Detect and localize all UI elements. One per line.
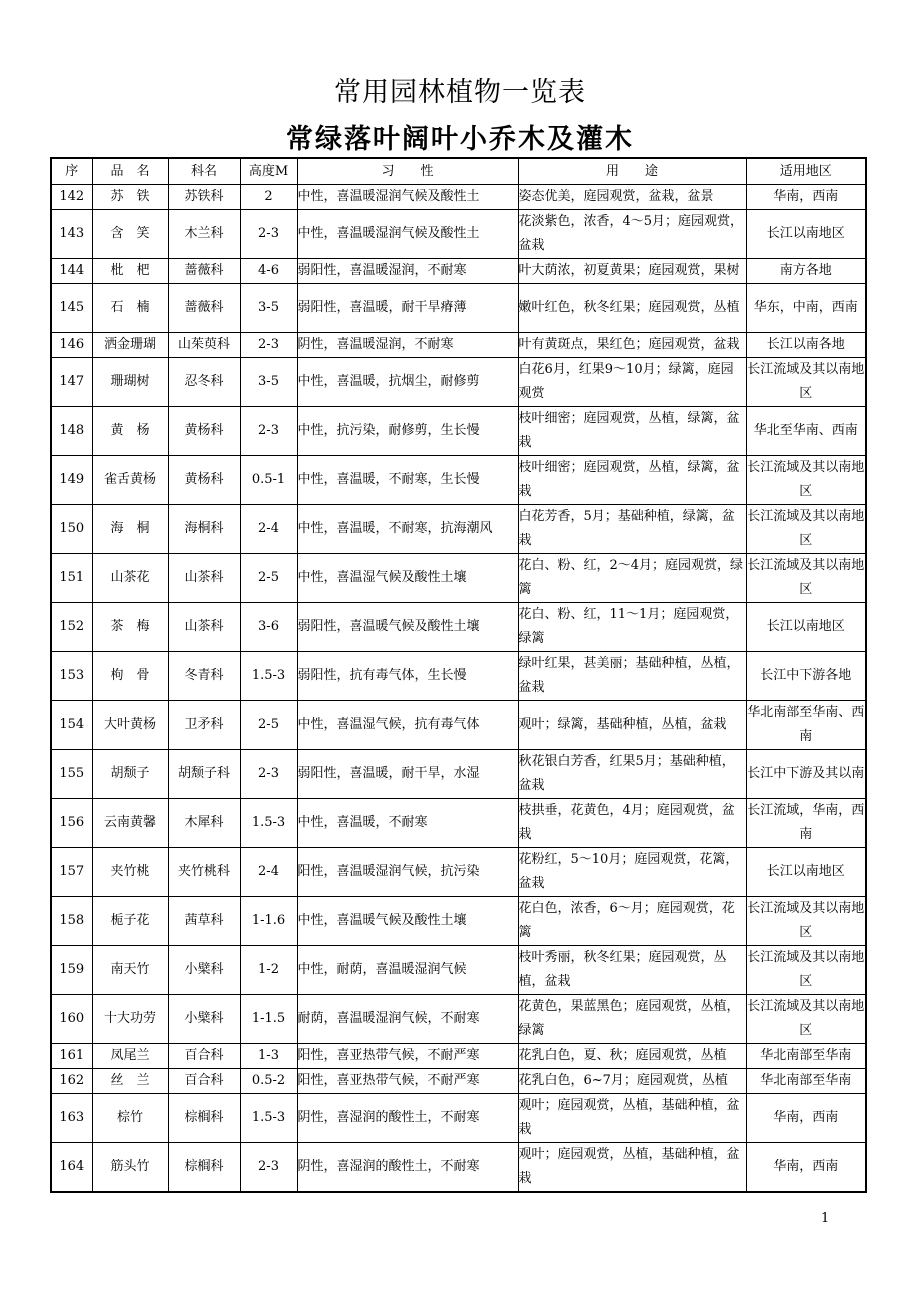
cell-name: 石 楠 — [92, 284, 168, 333]
cell-use: 花白色，浓香，6～月；庭园观赏，花篱 — [518, 897, 746, 946]
cell-region: 长江中下游各地 — [746, 652, 866, 701]
cell-habit: 中性，喜温暖湿润气候及酸性土 — [297, 185, 518, 210]
cell-use: 嫩叶红色，秋冬红果；庭园观赏，丛植 — [518, 284, 746, 333]
cell-height: 4-6 — [240, 259, 297, 284]
cell-name: 含 笑 — [92, 210, 168, 259]
cell-no: 153 — [51, 652, 92, 701]
cell-no: 156 — [51, 799, 92, 848]
cell-no: 159 — [51, 946, 92, 995]
cell-height: 2-3 — [240, 333, 297, 358]
cell-height: 2-4 — [240, 848, 297, 897]
cell-family: 山茱萸科 — [168, 333, 240, 358]
cell-no: 163 — [51, 1094, 92, 1143]
cell-habit: 阳性，喜亚热带气候，不耐严寒 — [297, 1044, 518, 1069]
col-header-use: 用 途 — [518, 158, 746, 185]
cell-height: 2-5 — [240, 701, 297, 750]
cell-height: 2-5 — [240, 554, 297, 603]
cell-family: 山茶科 — [168, 554, 240, 603]
cell-height: 2-3 — [240, 210, 297, 259]
cell-region: 长江以南地区 — [746, 603, 866, 652]
table-row — [51, 284, 866, 333]
cell-no: 143 — [51, 210, 92, 259]
table-row — [51, 701, 866, 750]
cell-name: 夹竹桃 — [92, 848, 168, 897]
cell-name: 海 桐 — [92, 505, 168, 554]
cell-habit: 阴性，喜温暖湿润，不耐寒 — [297, 333, 518, 358]
cell-habit: 中性，喜温暖，抗烟尘，耐修剪 — [297, 358, 518, 407]
cell-use: 叶大荫浓，初夏黄果；庭园观赏，果树 — [518, 259, 746, 284]
cell-name: 枸 骨 — [92, 652, 168, 701]
cell-use: 绿叶红果，甚美丽；基础种植，丛植，盆栽 — [518, 652, 746, 701]
cell-region: 长江流域及其以南地区 — [746, 897, 866, 946]
cell-use: 花淡紫色，浓香，4～5月；庭园观赏，盆栽 — [518, 210, 746, 259]
cell-family: 海桐科 — [168, 505, 240, 554]
cell-region: 华北至华南、西南 — [746, 407, 866, 456]
cell-no: 164 — [51, 1143, 92, 1193]
cell-family: 木兰科 — [168, 210, 240, 259]
table-row — [51, 995, 866, 1044]
cell-no: 162 — [51, 1069, 92, 1094]
cell-name: 枇 杷 — [92, 259, 168, 284]
cell-height: 0.5-2 — [240, 1069, 297, 1094]
cell-no: 160 — [51, 995, 92, 1044]
cell-habit: 弱阳性，喜温暖，耐干旱，水湿 — [297, 750, 518, 799]
cell-name: 大叶黄杨 — [92, 701, 168, 750]
cell-name: 苏 铁 — [92, 185, 168, 210]
cell-family: 百合科 — [168, 1069, 240, 1094]
cell-region: 长江以南各地 — [746, 333, 866, 358]
cell-use: 花白、粉、红，2～4月；庭园观赏，绿篱 — [518, 554, 746, 603]
cell-family: 木犀科 — [168, 799, 240, 848]
cell-name: 雀舌黄杨 — [92, 456, 168, 505]
col-header-name: 品 名 — [92, 158, 168, 185]
table-body — [51, 185, 866, 1193]
cell-use: 观叶；绿篱，基础种植，丛植，盆栽 — [518, 701, 746, 750]
cell-no: 150 — [51, 505, 92, 554]
cell-habit: 中性，喜温暖，不耐寒，抗海潮风 — [297, 505, 518, 554]
cell-no: 146 — [51, 333, 92, 358]
cell-habit: 耐荫，喜温暖湿润气候，不耐寒 — [297, 995, 518, 1044]
table-row — [51, 897, 866, 946]
cell-family: 百合科 — [168, 1044, 240, 1069]
cell-height: 2-3 — [240, 407, 297, 456]
cell-use: 姿态优美，庭园观赏，盆栽，盆景 — [518, 185, 746, 210]
table-row — [51, 554, 866, 603]
cell-height: 1-3 — [240, 1044, 297, 1069]
cell-family: 小檗科 — [168, 995, 240, 1044]
cell-use: 秋花银白芳香，红果5月；基础种植，盆栽 — [518, 750, 746, 799]
table-row — [51, 333, 866, 358]
cell-height: 2-3 — [240, 750, 297, 799]
cell-habit: 弱阳性，抗有毒气体，生长慢 — [297, 652, 518, 701]
cell-habit: 阴性，喜湿润的酸性土，不耐寒 — [297, 1094, 518, 1143]
cell-region: 长江流域及其以南地区 — [746, 456, 866, 505]
cell-no: 147 — [51, 358, 92, 407]
table-row — [51, 603, 866, 652]
cell-region: 长江流域及其以南地区 — [746, 358, 866, 407]
table-row — [51, 1044, 866, 1069]
cell-habit: 中性，耐荫，喜温暖湿润气候 — [297, 946, 518, 995]
cell-height: 1.5-3 — [240, 1094, 297, 1143]
cell-no: 142 — [51, 185, 92, 210]
cell-name: 黄 杨 — [92, 407, 168, 456]
cell-no: 152 — [51, 603, 92, 652]
cell-name: 胡颓子 — [92, 750, 168, 799]
table-row — [51, 358, 866, 407]
cell-height: 0.5-1 — [240, 456, 297, 505]
cell-name: 棕竹 — [92, 1094, 168, 1143]
table-row — [51, 946, 866, 995]
cell-family: 小檗科 — [168, 946, 240, 995]
cell-region: 华东，中南，西南 — [746, 284, 866, 333]
cell-use: 花乳白色，6~7月；庭园观赏，丛植 — [518, 1069, 746, 1094]
cell-habit: 中性，喜温暖，不耐寒 — [297, 799, 518, 848]
cell-family: 苏铁科 — [168, 185, 240, 210]
cell-name: 凤尾兰 — [92, 1044, 168, 1069]
cell-family: 蔷薇科 — [168, 284, 240, 333]
table-subtitle: 常绿落叶阔叶小乔木及灌木 — [286, 124, 634, 155]
table-row — [51, 1143, 866, 1193]
cell-name: 山茶花 — [92, 554, 168, 603]
table-row — [51, 848, 866, 897]
cell-name: 云南黄馨 — [92, 799, 168, 848]
cell-habit: 弱阳性，喜温暖，耐干旱瘠薄 — [297, 284, 518, 333]
cell-habit: 中性，喜温暖气候及酸性土壤 — [297, 897, 518, 946]
table-row — [51, 185, 866, 210]
cell-region: 长江流域及其以南地区 — [746, 995, 866, 1044]
cell-height: 3-5 — [240, 284, 297, 333]
cell-family: 冬青科 — [168, 652, 240, 701]
col-header-region: 适用地区 — [746, 158, 866, 185]
cell-name: 丝 兰 — [92, 1069, 168, 1094]
cell-name: 珊瑚树 — [92, 358, 168, 407]
cell-region: 长江流域及其以南地区 — [746, 505, 866, 554]
cell-habit: 中性，喜温暖湿润气候及酸性土 — [297, 210, 518, 259]
cell-region: 长江以南地区 — [746, 848, 866, 897]
cell-family: 茜草科 — [168, 897, 240, 946]
cell-habit: 中性，抗污染，耐修剪，生长慢 — [297, 407, 518, 456]
cell-no: 157 — [51, 848, 92, 897]
cell-family: 忍冬科 — [168, 358, 240, 407]
cell-region: 华北南部至华南 — [746, 1069, 866, 1094]
cell-habit: 阴性，喜湿润的酸性土，不耐寒 — [297, 1143, 518, 1193]
cell-height: 2-4 — [240, 505, 297, 554]
cell-name: 茶 梅 — [92, 603, 168, 652]
header-row — [51, 158, 866, 185]
cell-use: 花乳白色，夏、秋；庭园观赏，丛植 — [518, 1044, 746, 1069]
cell-no: 155 — [51, 750, 92, 799]
cell-use: 枝拱垂，花黄色，4月；庭园观赏，盆栽 — [518, 799, 746, 848]
cell-region: 长江流域及其以南地区 — [746, 946, 866, 995]
cell-no: 161 — [51, 1044, 92, 1069]
table-row — [51, 799, 866, 848]
cell-height: 1-1.5 — [240, 995, 297, 1044]
table-row — [51, 652, 866, 701]
cell-habit: 阳性，喜亚热带气候，不耐严寒 — [297, 1069, 518, 1094]
cell-region: 长江流域，华南，西南 — [746, 799, 866, 848]
cell-height: 2-3 — [240, 1143, 297, 1193]
table-row — [51, 210, 866, 259]
cell-family: 山茶科 — [168, 603, 240, 652]
table-row — [51, 505, 866, 554]
cell-use: 观叶；庭园观赏，丛植，基础种植，盆栽 — [518, 1094, 746, 1143]
cell-region: 南方各地 — [746, 259, 866, 284]
table-row — [51, 750, 866, 799]
col-header-no: 序 — [51, 158, 92, 185]
cell-region: 华南，西南 — [746, 1094, 866, 1143]
cell-habit: 弱阳性，喜温暖湿润，不耐寒 — [297, 259, 518, 284]
cell-family: 黄杨科 — [168, 456, 240, 505]
cell-name: 十大功劳 — [92, 995, 168, 1044]
cell-family: 胡颓子科 — [168, 750, 240, 799]
cell-no: 144 — [51, 259, 92, 284]
cell-no: 148 — [51, 407, 92, 456]
cell-height: 2 — [240, 185, 297, 210]
page-number: 1 — [821, 1211, 830, 1226]
col-header-habit: 习 性 — [297, 158, 518, 185]
cell-height: 1.5-3 — [240, 652, 297, 701]
cell-family: 黄杨科 — [168, 407, 240, 456]
col-header-height: 高度M — [240, 158, 297, 185]
cell-region: 华北南部至华南、西南 — [746, 701, 866, 750]
cell-family: 棕榈科 — [168, 1143, 240, 1193]
col-header-family: 科名 — [168, 158, 240, 185]
cell-use: 枝叶秀丽，秋冬红果；庭园观赏，丛植，盆栽 — [518, 946, 746, 995]
cell-region: 长江流域及其以南地区 — [746, 554, 866, 603]
cell-family: 卫矛科 — [168, 701, 240, 750]
cell-name: 洒金珊瑚 — [92, 333, 168, 358]
cell-no: 145 — [51, 284, 92, 333]
cell-use: 观叶；庭园观赏，丛植，基础种植，盆栽 — [518, 1143, 746, 1193]
cell-use: 花黄色，果蓝黑色；庭园观赏，丛植，绿篱 — [518, 995, 746, 1044]
table-row — [51, 456, 866, 505]
cell-region: 长江以南地区 — [746, 210, 866, 259]
table-row — [51, 1094, 866, 1143]
cell-height: 1.5-3 — [240, 799, 297, 848]
cell-habit: 中性，喜温湿气候及酸性土壤 — [297, 554, 518, 603]
cell-region: 华南，西南 — [746, 185, 866, 210]
cell-family: 蔷薇科 — [168, 259, 240, 284]
cell-region: 华南，西南 — [746, 1143, 866, 1193]
cell-height: 1-2 — [240, 946, 297, 995]
cell-name: 南天竹 — [92, 946, 168, 995]
table-row — [51, 1069, 866, 1094]
cell-habit: 中性，喜温湿气候，抗有毒气体 — [297, 701, 518, 750]
cell-height: 3-6 — [240, 603, 297, 652]
cell-no: 151 — [51, 554, 92, 603]
cell-height: 3-5 — [240, 358, 297, 407]
cell-use: 枝叶细密；庭园观赏，丛植，绿篱，盆栽 — [518, 456, 746, 505]
page-title: 常用园林植物一览表 — [334, 77, 586, 108]
plant-table — [50, 157, 867, 1193]
cell-region: 长江中下游及其以南 — [746, 750, 866, 799]
table-row — [51, 259, 866, 284]
cell-name: 栀子花 — [92, 897, 168, 946]
cell-height: 1-1.6 — [240, 897, 297, 946]
cell-habit: 阳性，喜温暖湿润气候，抗污染 — [297, 848, 518, 897]
cell-no: 154 — [51, 701, 92, 750]
cell-region: 华北南部至华南 — [746, 1044, 866, 1069]
table-row — [51, 407, 866, 456]
cell-use: 白花芳香，5月；基础种植，绿篱，盆栽 — [518, 505, 746, 554]
cell-family: 夹竹桃科 — [168, 848, 240, 897]
cell-use: 花白、粉、红，11～1月；庭园观赏，绿篱 — [518, 603, 746, 652]
cell-habit: 中性，喜温暖，不耐寒，生长慢 — [297, 456, 518, 505]
cell-use: 叶有黄斑点，果红色；庭园观赏，盆栽 — [518, 333, 746, 358]
cell-name: 筋头竹 — [92, 1143, 168, 1193]
cell-family: 棕榈科 — [168, 1094, 240, 1143]
cell-habit: 弱阳性，喜温暖气候及酸性土壤 — [297, 603, 518, 652]
cell-use: 枝叶细密；庭园观赏，丛植，绿篱，盆栽 — [518, 407, 746, 456]
cell-use: 花粉红，5～10月；庭园观赏，花篱，盆栽 — [518, 848, 746, 897]
cell-no: 158 — [51, 897, 92, 946]
cell-no: 149 — [51, 456, 92, 505]
cell-use: 白花6月，红果9～10月；绿篱，庭园观赏 — [518, 358, 746, 407]
